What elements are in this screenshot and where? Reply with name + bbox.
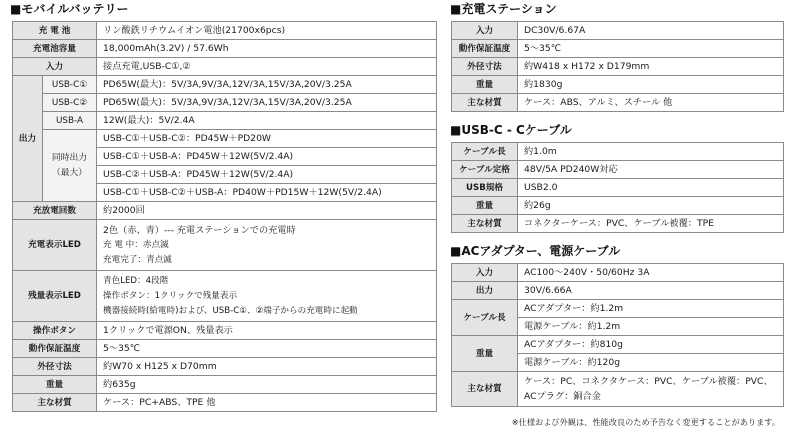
charge-led-line-1: 2色（赤、青）--- 充電ステーションでの充電時 — [103, 224, 296, 236]
battery-spec-table — [12, 21, 437, 412]
remain-led-line-1: 青色LED：4段階 — [103, 275, 169, 286]
adapter-output-label: 出力 — [452, 282, 518, 300]
size-value: 約W70 x H125 x D70mm — [97, 358, 437, 376]
station-input-value: DC30V/6.67A — [518, 22, 784, 40]
adapter-length-label: ケーブル長 — [452, 300, 518, 336]
station-material-value: ケース：ABS、アルミ、スチール 他 — [518, 94, 784, 112]
table-row — [13, 130, 437, 148]
simul-output-4: USB-C①＋USB-C②＋USB-A：PD40W＋PD15W＋12W(5V/2.4A) — [97, 184, 437, 202]
cycles-value: 約2000回 — [97, 202, 437, 220]
adapter-length-2: 電源ケーブル：約1.2m — [518, 318, 784, 336]
cable-usb-value: USB2.0 — [518, 179, 784, 197]
table-row — [13, 94, 437, 112]
adapter-spec-table — [451, 263, 784, 407]
station-weight-label: 重量 — [452, 76, 518, 94]
adapter-material-line-2: ACプラグ：銅合金 — [524, 391, 601, 402]
charge-led-line-2: 充 電 中：赤点滅 — [103, 239, 169, 250]
charge-led-label: 充電表示LED — [13, 220, 97, 271]
table-row — [13, 58, 437, 76]
station-size-value: 約W418 x H172 x D179mm — [518, 58, 784, 76]
adapter-input-label: 入力 — [452, 264, 518, 282]
adapter-material-label: 主な材質 — [452, 372, 518, 407]
table-row — [452, 143, 784, 161]
battery-section-title: ■モバイルバッテリー — [10, 2, 129, 16]
cycles-label: 充放電回数 — [13, 202, 97, 220]
usbc2-value: PD65W(最大)：5V/3A,9V/3A,12V/3A,15V/3A,20V/3.25A — [97, 94, 437, 112]
button-label: 操作ボタン — [13, 322, 97, 340]
battery-value: リン酸鉄リチウムイオン電池(21700x6pcs) — [97, 22, 437, 40]
cable-usb-label: USB規格 — [452, 179, 518, 197]
remain-led-value — [97, 271, 437, 322]
table-row — [13, 340, 437, 358]
adapter-section-title: ■ACアダプター、電源ケーブル — [450, 244, 621, 258]
station-weight-value: 約1830g — [518, 76, 784, 94]
table-row — [452, 264, 784, 282]
adapter-weight-2: 電源ケーブル：約120g — [518, 354, 784, 372]
simul-label-line2: （最大） — [51, 167, 88, 178]
charge-led-value — [97, 220, 437, 271]
cable-rating-label: ケーブル定格 — [452, 161, 518, 179]
station-section-title: ■充電ステーション — [450, 2, 557, 16]
usbc1-label: USB-C① — [43, 76, 97, 94]
usba-label: USB-A — [43, 112, 97, 130]
station-size-label: 外径寸法 — [452, 58, 518, 76]
cable-length-value: 約1.0m — [518, 143, 784, 161]
cable-material-label: 主な材質 — [452, 215, 518, 233]
capacity-label: 充電池容量 — [13, 40, 97, 58]
remain-led-label: 残量表示LED — [13, 271, 97, 322]
table-row — [13, 394, 437, 412]
station-temp-label: 動作保証温度 — [452, 40, 518, 58]
table-row — [452, 58, 784, 76]
cable-section-title: ■USB-C - Cケーブル — [450, 123, 572, 137]
table-row — [452, 94, 784, 112]
table-row — [13, 112, 437, 130]
adapter-weight-label: 重量 — [452, 336, 518, 372]
usbc2-label: USB-C② — [43, 94, 97, 112]
adapter-weight-1: ACアダプター：約810g — [518, 336, 784, 354]
adapter-input-value: AC100〜240V・50/60Hz 3A — [518, 264, 784, 282]
table-row — [452, 197, 784, 215]
table-row — [452, 179, 784, 197]
material-value: ケース：PC+ABS、TPE 他 — [97, 394, 437, 412]
size-label: 外径寸法 — [13, 358, 97, 376]
table-row — [452, 215, 784, 233]
simul-output-1: USB-C①＋USB-C②：PD45W＋PD20W — [97, 130, 437, 148]
remain-led-line-2: 操作ボタン：1クリックで残量表示 — [103, 290, 238, 301]
input-label: 入力 — [13, 58, 97, 76]
button-value: 1クリックで電源ON、残量表示 — [97, 322, 437, 340]
adapter-length-1: ACアダプター：約1.2m — [518, 300, 784, 318]
table-row — [452, 336, 784, 354]
simul-output-2: USB-C①＋USB-A：PD45W＋12W(5V/2.4A) — [97, 148, 437, 166]
cable-material-value: コネクターケース：PVC、ケーブル被覆：TPE — [518, 215, 784, 233]
footnote: ※仕様および外観は、性能改良のため予告なく変更することがあります。 — [511, 417, 780, 427]
table-row — [13, 40, 437, 58]
table-row — [13, 220, 437, 271]
table-row — [13, 271, 437, 322]
usbc1-value: PD65W(最大)：5V/3A,9V/3A,12V/3A,15V/3A,20V/3.25A — [97, 76, 437, 94]
output-label: 出力 — [13, 76, 43, 202]
table-row — [452, 300, 784, 318]
temp-value: 5〜35℃ — [97, 340, 437, 358]
station-spec-table — [451, 21, 784, 112]
cable-length-label: ケーブル長 — [452, 143, 518, 161]
simul-output-3: USB-C②＋USB-A：PD45W＋12W(5V/2.4A) — [97, 166, 437, 184]
input-value: 接点充電,USB-C①,② — [97, 58, 437, 76]
adapter-output-value: 30V/6.66A — [518, 282, 784, 300]
cable-spec-table — [451, 142, 784, 233]
charge-led-line-3: 充電完了：青点滅 — [103, 254, 172, 265]
temp-label: 動作保証温度 — [13, 340, 97, 358]
usba-value: 12W(最大)：5V/2.4A — [97, 112, 437, 130]
table-row — [13, 76, 437, 94]
capacity-value: 18,000mAh(3.2V) / 57.6Wh — [97, 40, 437, 58]
table-row — [452, 282, 784, 300]
adapter-material-line-1: ケース：PC、コネクタケース：PVC、ケーブル被覆：PVC、 — [524, 376, 773, 387]
table-row — [452, 372, 784, 407]
station-input-label: 入力 — [452, 22, 518, 40]
adapter-material-value — [518, 372, 784, 407]
table-row — [452, 76, 784, 94]
station-material-label: 主な材質 — [452, 94, 518, 112]
station-temp-value: 5〜35℃ — [518, 40, 784, 58]
table-row — [13, 202, 437, 220]
table-row — [13, 358, 437, 376]
simul-output-label — [43, 130, 97, 202]
simul-label-line1: 同時出力 — [51, 152, 88, 163]
table-row — [452, 40, 784, 58]
material-label: 主な材質 — [13, 394, 97, 412]
cable-weight-label: 重量 — [452, 197, 518, 215]
cable-weight-value: 約26g — [518, 197, 784, 215]
battery-label: 充 電 池 — [13, 22, 97, 40]
table-row — [13, 322, 437, 340]
table-row — [13, 22, 437, 40]
table-row — [452, 161, 784, 179]
weight-value: 約635g — [97, 376, 437, 394]
cable-rating-value: 48V/5A PD240W対応 — [518, 161, 784, 179]
weight-label: 重量 — [13, 376, 97, 394]
remain-led-line-3: 機器接続時(給電時)および、USB-C①、②端子からの充電時に起動 — [103, 305, 358, 316]
table-row — [452, 22, 784, 40]
table-row — [13, 376, 437, 394]
